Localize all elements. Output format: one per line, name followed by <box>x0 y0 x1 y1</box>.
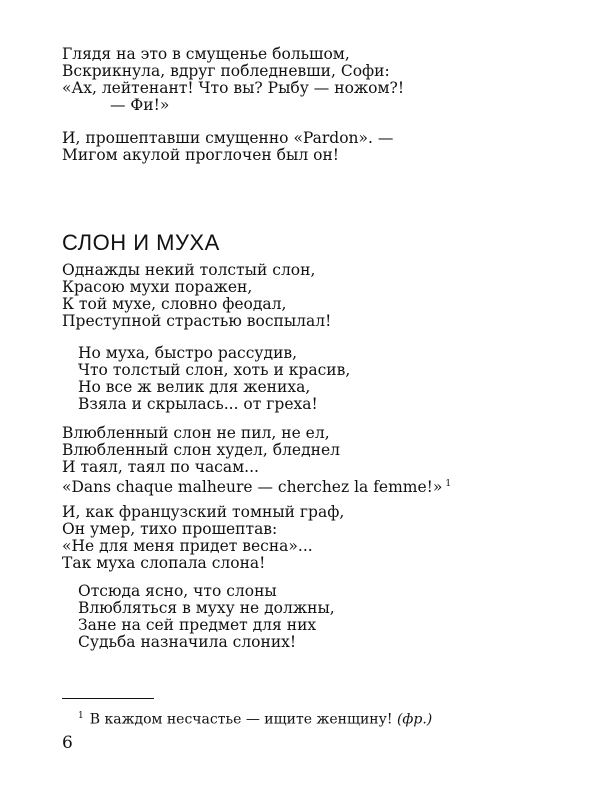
footnote-divider <box>62 698 154 699</box>
verse-line: Преступной страстью воспылал! <box>62 312 332 330</box>
poem-stanza-2 <box>62 345 350 413</box>
verse-line: Мигом акулой проглочен был он! <box>62 146 340 164</box>
poem-stanza-5 <box>62 583 335 651</box>
poem-title: СЛОН И МУХА <box>62 230 220 255</box>
verse-line-with-footnote <box>62 476 451 496</box>
verse-line: Влюбленный слон худел, бледнел <box>62 441 340 459</box>
verse-line: Красою мухи поражен, <box>62 278 253 296</box>
verse-line: Но муха, быстро рассудив, <box>78 344 298 362</box>
verse-line: Однажды некий толстый слон, <box>62 261 316 279</box>
footnote <box>78 708 432 728</box>
verse-line: Влюбленный слон не пил, не ел, <box>62 424 330 442</box>
poem-stanza-1 <box>62 262 331 330</box>
verse-line: К той мухе, словно феодал, <box>62 295 287 313</box>
verse-line: Глядя на это в смущенье большом, <box>62 45 350 63</box>
verse-line: Зане на сей предмет для них <box>78 616 317 634</box>
verse-line: «Ах, лейтенант! Что вы? Рыбу — ножом?! <box>62 79 405 97</box>
verse-line: Отсюда ясно, что слоны <box>78 582 277 600</box>
verse-line: Что толстый слон, хоть и красив, <box>78 361 351 379</box>
verse-line: Он умер, тихо прошептав: <box>62 520 278 538</box>
footnote-number: 1 <box>78 711 84 721</box>
verse-line: Так муха слопала слона! <box>62 554 266 572</box>
prev-poem-stanza-1 <box>62 46 404 114</box>
verse-line: Вскрикнула, вдруг побледневши, Софи: <box>62 62 390 80</box>
verse-line: Влюбляться в муху не должны, <box>78 599 335 617</box>
verse-line: И, как французский томный граф, <box>62 503 345 521</box>
verse-line: Взяла и скрылась... от греха! <box>78 395 318 413</box>
verse-line: Но все ж велик для жениха, <box>78 378 311 396</box>
verse-line: «Не для меня придет весна»... <box>62 537 313 555</box>
prev-poem-stanza-2 <box>62 130 393 164</box>
verse-line: И, прошептавши смущенно «Pardon». — <box>62 129 394 147</box>
footnote-text: В каждом несчастье — ищите женщину! <box>89 711 393 728</box>
page-number: 6 <box>62 733 73 753</box>
footnote-marker: 1 <box>445 479 452 489</box>
verse-line: Судьба назначила слоних! <box>78 633 297 651</box>
poem-stanza-3 <box>62 425 451 496</box>
poem-stanza-4 <box>62 504 344 572</box>
verse-line: — Фи!» <box>110 96 170 114</box>
verse-line: И таял, таял по часам... <box>62 458 259 476</box>
verse-text: «Dans chaque malheure — cherchez la femme!» <box>62 478 443 497</box>
footnote-lang: (фр.) <box>396 711 433 728</box>
